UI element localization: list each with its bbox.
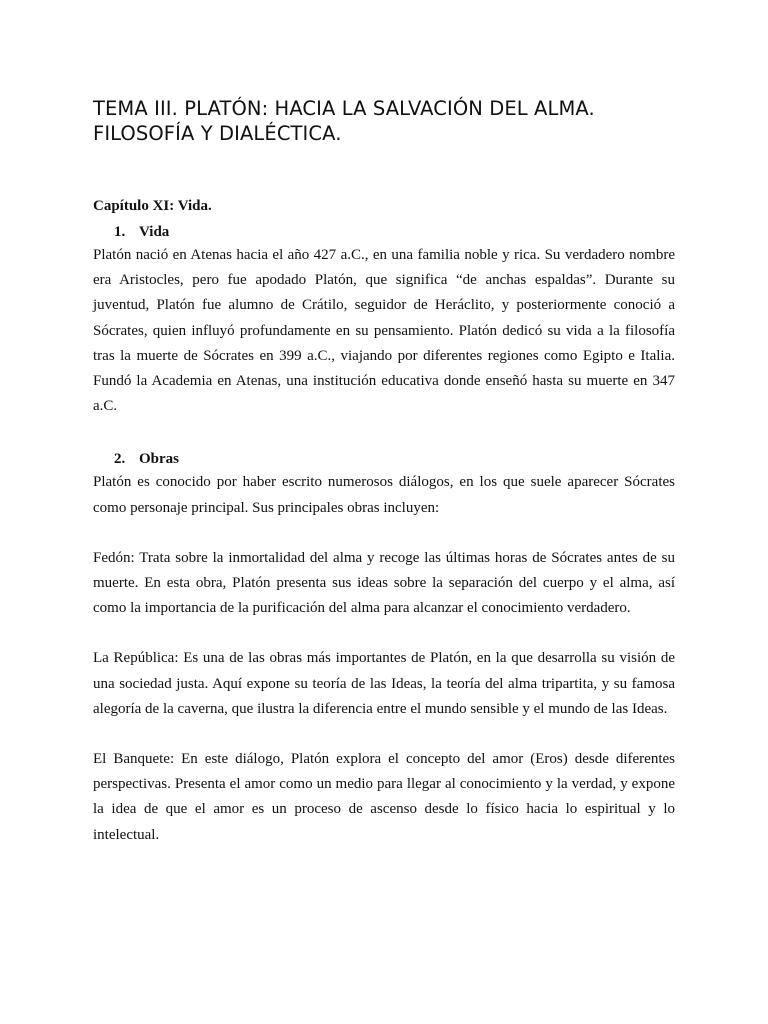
section-title: Obras [139,451,180,468]
title-line-2: FILOSOFÍA Y DIALÉCTICA. [93,122,342,145]
document-page [93,96,675,848]
paragraph-republica: La República: Es una de las obras más importantes de Platón, en la que desarrolla su visión de una sociedad justa. Aquí expone su teoría de las Ideas, la teoría del alma tripartita, y su famosa alegoría de la caverna, que ilustra la diferencia entre el mundo sensible y el mundo de las Ideas. [93,650,675,717]
section-heading-vida [93,221,675,243]
section-number: 1. [114,224,126,240]
document-title [93,96,675,146]
section-number: 2. [114,451,126,468]
title-line-1: TEMA III. PLATÓN: HACIA LA SALVACIÓN DEL ALMA. [93,97,595,120]
section-title: Vida [139,224,170,240]
section-heading-obras [93,448,675,470]
paragraph-fedon: Fedón: Trata sobre la inmortalidad del alma y recoge las últimas horas de Sócrates antes de su muerte. En esta obra, Platón presenta sus ideas sobre la separación del cuerpo y el alma, así como la importancia de la purificación del alma para alcanzar el conocimiento verdadero. [93,549,675,617]
paragraph-banquete: El Banquete: En este diálogo, Platón explora el concepto del amor (Eros) desde diferentes perspectivas. Presenta el amor como un medio para llegar al conocimiento y la verdad, y expone la idea de que el amor es un proceso de ascenso desde lo físico hacia lo espiritual y lo intelectual. [93,751,675,843]
paragraph-vida: Platón nació en Atenas hacia el año 427 a.C., en una familia noble y rica. Su verdadero nombre era Aristocles, pero fue apodado Platón, que significa “de anchas espaldas”. Durante su juventud, Platón fue alumno de Crátilo, seguidor de Heráclito, y posteriormente conoció a Sócrates, quien influyó profundamente en su pensamiento. Platón dedicó su vida a la filosofía tras la muerte de Sócrates en 399 a.C., viajando por diferentes regiones como Egipto e Italia. Fundó la Academia en Atenas, una institución educativa donde enseñó hasta su muerte en 347 a.C. [93,247,675,415]
paragraph-obras-intro: Platón es conocido por haber escrito numerosos diálogos, en los que suele aparecer Sócrates como personaje principal. Sus principales obras incluyen: [93,474,675,516]
chapter-heading: Capítulo XI: Vida. [93,198,212,214]
